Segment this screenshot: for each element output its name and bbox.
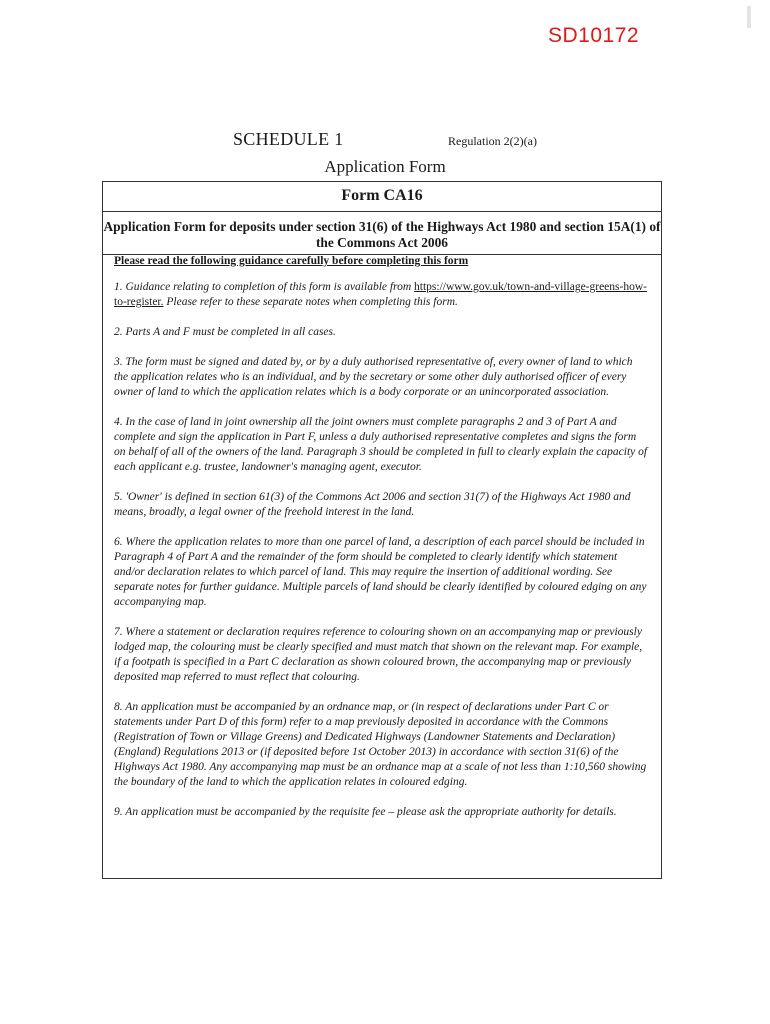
guidance-item-text: Please refer to these separate notes when completing this form. xyxy=(163,296,458,308)
form-box xyxy=(102,181,662,879)
guidance-item: 2. Parts A and F must be completed in all cases. xyxy=(114,326,336,338)
guidance-item-text: 1. Guidance relating to completion of this form is available from xyxy=(114,281,415,293)
guidance-item: 6. Where the application relates to more than one parcel of land, a description of each parcel should be included in Paragraph 4 of Part A and the remainder of the form should be completed to clearly identify which statement and/or declaration relates to which parcel of land. This may require the insertion of additional wording. See separate notes for further guidance. Multiple parcels of land should be clearly identified by coloured edging on any accompanying map. xyxy=(114,536,647,608)
guidance-heading: Please read the following guidance carefully before completing this form xyxy=(114,255,469,267)
reference-stamp: SD10172 xyxy=(548,24,640,47)
guidance-item xyxy=(114,280,649,310)
scan-edge-mark xyxy=(747,6,751,28)
guidance-item: 5. 'Owner' is defined in section 61(3) of the Commons Act 2006 and section 31(7) of the Highways Act 1980 and means, broadly, a legal owner of the freehold interest in the land. xyxy=(114,491,631,518)
guidance-item: 3. The form must be signed and dated by, or by a duly authorised representative of, every owner of land to which the application relates who is an individual, and by the secretary or some other duly authorised officer of every owner of land to which the application relates which is a body corporate or an unincorporated association. xyxy=(114,356,633,398)
regulation-reference: Regulation 2(2)(a) xyxy=(448,134,537,148)
guidance-item: 8. An application must be accompanied by an ordnance map, or (in respect of declarations under Part C or statements under Part D of this form) refer to a map previously deposited in accordance with the Commons (Registration of Town or Village Greens) and Dedicated Highways (Landowner Statements and Declaration) (England) Regulations 2013 or (if deposited before 1st October 2013) in accordance with section 31(6) of the Highways Act 1980. Any accompanying map must be an ordnance map at a scale of not less than 1:10,560 showing the boundary of the land to which the application relates in coloured edging. xyxy=(114,701,647,788)
form-subtitle: Application Form for deposits under section 31(6) of the Highways Act 1980 and section 15A(1) of the Commons Act 2006 xyxy=(103,212,661,255)
guidance-link[interactable]: https://www.gov.uk/town-and-village-greens-how-to-register. xyxy=(114,281,647,308)
guidance-list xyxy=(103,268,661,820)
form-heading: Application Form xyxy=(324,157,446,176)
schedule-title: SCHEDULE 1 xyxy=(233,129,344,149)
guidance-item: 9. An application must be accompanied by the requisite fee – please ask the appropriate authority for details. xyxy=(114,806,617,818)
form-code: Form CA16 xyxy=(103,182,661,212)
guidance-item: 4. In the case of land in joint ownership all the joint owners must complete paragraphs 2 and 3 of Part A and complete and sign the application in Part F, unless a duly authorised representative completes and signs the form on behalf of all of the owners of the land. Paragraph 3 should be completed in full to clearly explain the capacity of each applicant e.g. trustee, landowner's managing agent, executor. xyxy=(114,416,648,473)
guidance-item: 7. Where a statement or declaration requires reference to colouring shown on an accompanying map or previously lodged map, the colouring must be clearly specified and must match that shown on the relevant map. For example, if a footpath is specified in a Part C declaration as shown coloured brown, the accompanying map or previously deposited map referred to must reflect that colouring. xyxy=(114,626,643,683)
